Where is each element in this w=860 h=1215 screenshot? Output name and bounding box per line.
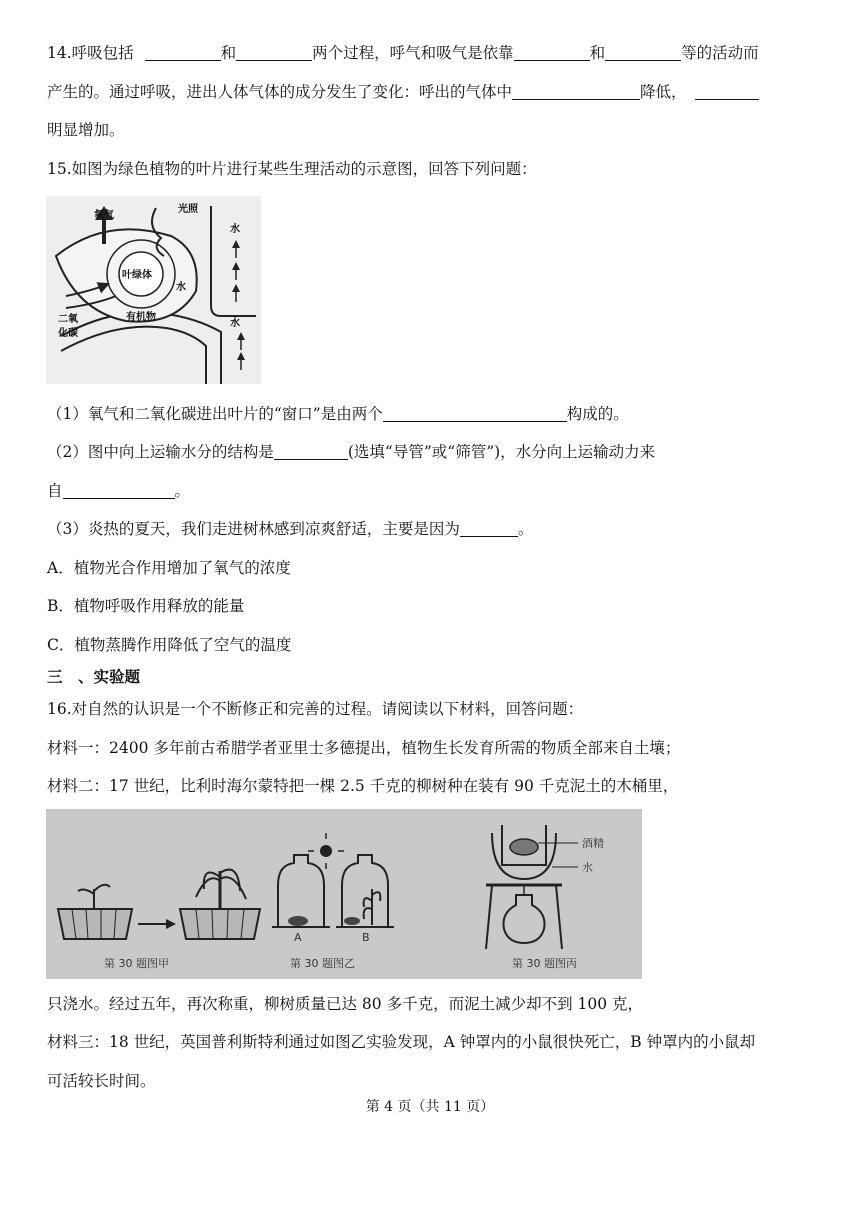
q14-text: 产生的。通过呼吸，进出人体气体的成分发生了变化：呼出的气体中 bbox=[47, 83, 513, 101]
q15-text: (选填“导管”或“筛管”)，水分向上运输动力来 bbox=[347, 443, 656, 461]
q15-text: 自 bbox=[47, 482, 63, 500]
experiment-figure-svg bbox=[46, 809, 642, 979]
q15-text: （2）图中向上运输水分的结构是 bbox=[47, 443, 274, 461]
answer-blank[interactable] bbox=[605, 44, 681, 61]
q15-p2 bbox=[47, 441, 655, 463]
answer-blank[interactable] bbox=[695, 83, 759, 100]
label-oxygen: 氧气 bbox=[94, 210, 114, 221]
q15-text: （1）氧气和二氧化碳进出叶片的“窗口”是由两个 bbox=[47, 405, 383, 423]
label-water-top: 水 bbox=[230, 224, 240, 235]
caption-c: 第 30 题图丙 bbox=[512, 957, 577, 970]
q14-text: 和 bbox=[589, 44, 606, 62]
experiment-figure bbox=[46, 809, 642, 979]
q16-title: 16.对自然的认识是一个不断修正和完善的过程。请阅读以下材料，回答问题： bbox=[47, 700, 584, 718]
option-c[interactable]: C．植物蒸腾作用降低了空气的温度 bbox=[47, 636, 292, 654]
answer-blank[interactable] bbox=[383, 405, 567, 422]
answer-blank[interactable] bbox=[514, 44, 590, 61]
label-light: 光照 bbox=[178, 204, 198, 215]
q16-material-2: 材料二：17 世纪，比利时海尔蒙特把一棵 2.5 千克的柳树种在装有 90 千克泥土的木桶里， bbox=[47, 777, 679, 795]
label-bell-b: B bbox=[362, 931, 370, 944]
label-water-stem: 水 bbox=[230, 318, 240, 329]
answer-blank[interactable] bbox=[145, 44, 221, 61]
q15-p1 bbox=[47, 403, 629, 425]
q15-title: 15.如图为绿色植物的叶片进行某些生理活动的示意图，回答下列问题： bbox=[47, 160, 537, 178]
q16-material-1: 材料一：2400 多年前古希腊学者亚里士多德提出，植物生长发育所需的物质全部来自土壤； bbox=[47, 739, 681, 757]
label-chloroplast: 叶绿体 bbox=[122, 270, 152, 281]
label-alcohol: 酒精 bbox=[582, 837, 604, 850]
answer-blank[interactable] bbox=[512, 83, 640, 100]
q15-text: 构成的。 bbox=[566, 405, 629, 423]
leaf-diagram-svg bbox=[46, 196, 261, 384]
q14-text: 两个过程，呼气和吸气是依靠 bbox=[312, 44, 514, 62]
answer-blank[interactable] bbox=[236, 44, 312, 61]
q15-text: 。 bbox=[517, 520, 534, 538]
q14-text: 等的活动而 bbox=[681, 44, 759, 62]
q14-line2 bbox=[47, 81, 759, 103]
q14-text: 降低， bbox=[640, 83, 687, 101]
section-title: 三 、实验题 bbox=[47, 668, 141, 686]
q14-line1 bbox=[47, 42, 759, 64]
answer-blank[interactable] bbox=[63, 482, 175, 499]
q15-p2b bbox=[47, 480, 190, 502]
q15-p3 bbox=[47, 518, 533, 540]
leaf-diagram bbox=[46, 196, 261, 384]
caption-b: 第 30 题图乙 bbox=[290, 957, 355, 970]
q14-text: 和 bbox=[220, 44, 237, 62]
label-bell-a: A bbox=[294, 931, 302, 944]
answer-blank[interactable] bbox=[274, 443, 348, 460]
page-footer: 第 4 页（共 11 页） bbox=[365, 1099, 495, 1115]
q16-material-3: 材料三：18 世纪，英国普利斯特利通过如图乙实验发现，A 钟罩内的小鼠很快死亡，B 钟罩内的小鼠却 bbox=[47, 1033, 756, 1051]
q15-text: 。 bbox=[174, 482, 191, 500]
label-co2-2: 化碳 bbox=[58, 328, 78, 339]
q14-text: 14.呼吸包括 bbox=[47, 44, 134, 62]
q16-material-2-cont: 只浇水。经过五年，再次称重，柳树质量已达 80 多千克，而泥土减少却不到 100 克， bbox=[47, 995, 644, 1013]
caption-a: 第 30 题图甲 bbox=[104, 957, 169, 970]
label-organic: 有机物 bbox=[126, 312, 156, 323]
label-water: 水 bbox=[582, 861, 593, 874]
option-b[interactable]: B．植物呼吸作用释放的能量 bbox=[47, 597, 245, 615]
label-co2-1: 二氧 bbox=[58, 314, 78, 325]
label-water-mid: 水 bbox=[176, 282, 186, 293]
option-a[interactable]: A．植物光合作用增加了氧气的浓度 bbox=[47, 559, 291, 577]
q16-material-3-cont: 可活较长时间。 bbox=[47, 1072, 156, 1090]
q14-line3: 明显增加。 bbox=[47, 121, 125, 139]
q15-text: （3）炎热的夏天，我们走进树林感到凉爽舒适，主要是因为 bbox=[47, 520, 460, 538]
answer-blank[interactable] bbox=[460, 520, 518, 537]
